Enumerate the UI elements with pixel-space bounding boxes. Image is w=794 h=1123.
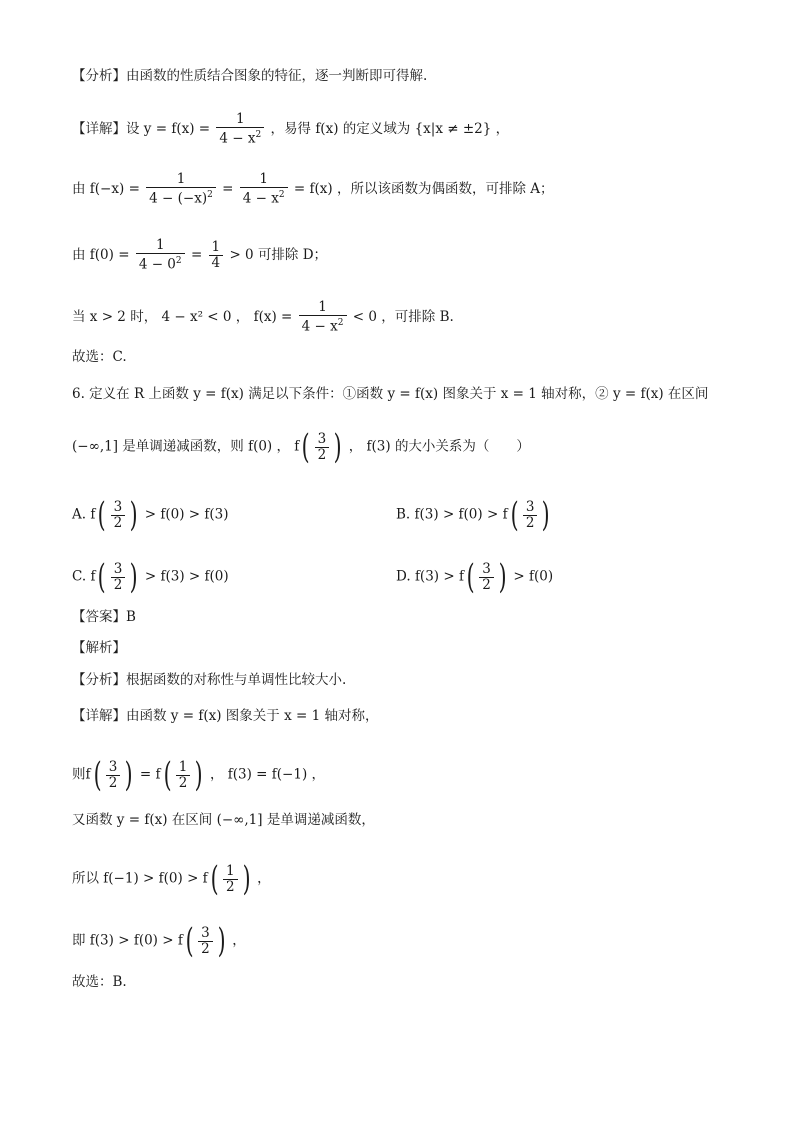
also-line: 又函数 y = f(x) 在区间 (−∞,1] 是单调递减函数， <box>72 812 375 828</box>
choice-line-2: 故选：B. <box>72 974 127 990</box>
fraction: $\frac{1}{4 - x^2}$ <box>299 300 347 335</box>
detail-line-1: 【详解】设 y = f(x) = $\frac{1}{4 - x^2}$ ，易得 f(x) 的定义域为 {x|x ≠ ±2} ， <box>72 111 510 147</box>
fraction: $\frac{1}{4 - x^2}$ <box>216 112 264 147</box>
jiexi-line: 【解析】 <box>72 640 126 656</box>
option-a: A. f( $\frac{3}{2}$ ) > f(0) > f(3) <box>72 495 229 535</box>
f0-line: 由 f(0) = $\frac{1}{4 - 0^2}$ = $\frac{1}{4}$ > 0 可排除 D； <box>72 237 328 273</box>
analysis-line-2: 【分析】根据函数的对称性与单调性比较大小. <box>72 672 347 688</box>
option-d: D. f(3) > f( $\frac{3}{2}$ ) > f(0) <box>396 557 554 597</box>
option-b: B. f(3) > f(0) > f( $\frac{3}{2}$ ) <box>396 495 551 535</box>
analysis-line-1: 【分析】由函数的性质结合图象的特征，逐一判断即可得解. <box>72 68 428 84</box>
so-line: 所以 f(−1) > f(0) > f( $\frac{1}{2}$ ) ， <box>72 859 271 899</box>
q6-line-1: 6. 定义在 R 上函数 y = f(x) 满足以下条件：①函数 y = f(x) 图象关于 x = 1 轴对称，② y = f(x) 在区间 <box>72 386 709 402</box>
y-eq-fx: y = f(x) <box>143 120 195 137</box>
fraction: $\frac{1}{4 - x^2}$ <box>240 172 288 207</box>
choice-line-1: 故选：C. <box>72 349 127 365</box>
even-function-line: 由 f(−x) = $\frac{1}{4 - (-x)^2}$ = $\frac{1}{4 - x^2}$ = f(x) ，所以该函数为偶函数，可排除 A； <box>72 171 554 207</box>
option-c: C. f( $\frac{3}{2}$ ) > f(3) > f(0) <box>72 557 229 597</box>
fraction: $\frac{1}{4 - 0^2}$ <box>136 238 185 273</box>
fraction: $\frac{1}{4}$ <box>209 240 224 271</box>
domain-set: {x|x ≠ ±2} <box>414 120 492 137</box>
detail-label: 【详解】设 <box>72 120 140 137</box>
then-line: 则f( $\frac{3}{2}$ ) = f( $\frac{1}{2}$ ) ， f(3) = f(−1) ， <box>72 755 326 795</box>
fraction: $\frac{1}{4 - (-x)^2}$ <box>146 172 216 207</box>
detail-line-2: 【详解】由函数 y = f(x) 图象关于 x = 1 轴对称， <box>72 708 379 724</box>
q6-line-2: (−∞,1] 是单调递减函数，则 f(0) ， f( $\frac{3}{2}$ ) ， f(3) 的大小关系为（ ） <box>72 427 530 467</box>
ie-line: 即 f(3) > f(0) > f( $\frac{3}{2}$ ) ， <box>72 921 246 961</box>
x-gt-2-line: 当 x > 2 时， 4 − x² < 0 ， f(x) = $\frac{1}{4 - x^2}$ < 0 ，可排除 B. <box>72 299 454 335</box>
answer-line: 【答案】B <box>72 609 136 625</box>
